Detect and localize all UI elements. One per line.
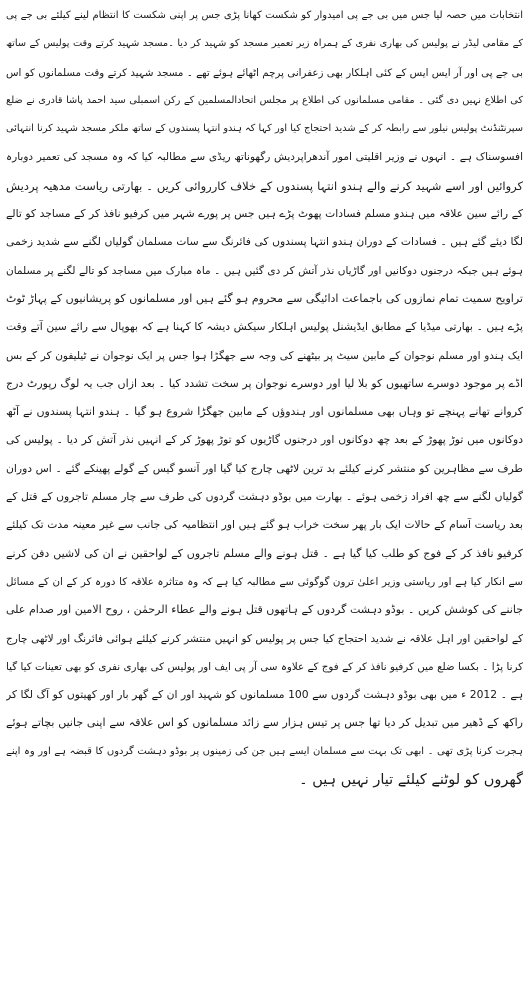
article-line: گولیاں لگنے سے چھ افراد زخمی ہوئے ۔ بھارت میں بوڈو دہشت گردوں کی طرف سے چار مسلم تاجروں کے قتل کے bbox=[6, 490, 523, 504]
article-line: اڈے پر موجود دوسرے ساتھیوں کو بلا لیا اور دوسرے نوجوان پر سخت تشدد کیا ۔ بعد ازاں جب یہ لوگ رپورٹ درج bbox=[6, 376, 523, 390]
article-line: انتخابات میں حصہ لیا جس میں بی جے پی امیدوار کو شکست کھانا پڑی جس پر اپنی شکست کا انتظام لینے کیلئے بی جے پی bbox=[6, 10, 523, 21]
article-line: لگا دیئے گئے ہیں ۔ فسادات کے دوران ہندو انتہا پسندوں کی فائرنگ سے سات مسلمان گولیاں لگنے سے شدید زخمی bbox=[6, 235, 523, 249]
article-line: کروانے تھانے پہنچے تو وہاں بھی مسلمانوں اور ہندوؤں کے مابین جھگڑا شروع ہو گیا ۔ ہندو انتہا پسندوں نے آٹھ bbox=[6, 405, 523, 419]
article-line: سپرنٹنڈنٹ پولیس نیلور سے رابطہ کر کے شدید احتجاج کیا اور کہا کہ ہندو انتہا پسندوں کے ساتھ ملکر مسجد شہید کرنا انتہائی bbox=[6, 123, 523, 135]
article-line: پڑے ہیں ۔ بھارتی میڈیا کے مطابق ایڈیشنل پولیس اہلکار سیکش دیشہ کا کہنا ہے کہ بھوپال سے رائے سین آتے وقت bbox=[6, 320, 523, 334]
article-line: کی اطلاع نہیں دی گئی ۔ مقامی مسلمانوں کی اطلاع پر مجلس اتحادالمسلمین کے رکن اسمبلی سید احمد پاشا قادری نے ضلع bbox=[6, 94, 523, 106]
article-line: کرنا پڑا ۔ بکسا ضلع میں کرفیو نافذ کر کے فوج کے علاوہ سی آر پی ایف اور پولیس کی بھاری نفری کو بھی تعینات کیا گیا bbox=[6, 660, 523, 673]
article-line: طرف سے مظاہرین کو منتشر کرنے کیلئے بد ترین لاٹھی چارج کیا گیا اور آنسو گیس کے گولے پھینکے گئے ۔ اس دوران bbox=[6, 461, 523, 475]
article-line-last: گھروں کو لوٹنے کیلئے تیار نہیں ہیں ۔ bbox=[299, 772, 523, 789]
article-line: بی جے پی اور آر ایس ایس کے کئی اہلکار بھی زعفرانی پرچم اٹھائے ہوئے تھے ۔ مسجد شہید کرتے وقت مسلمانوں کو اس bbox=[6, 66, 523, 79]
article-line: ہوئے ہیں جبکہ درجنوں دوکانیں اور گاڑیاں نذر آتش کر دی گئیں ہیں ۔ ماہ مبارک میں مساجد کو تالے لگنے پر مسلمان bbox=[6, 264, 523, 277]
article-line: ہجرت کرنا پڑی تھی ۔ ابھی تک بہت سے مسلمان ایسے ہیں جن کی زمینوں پر بوڈو دہشت گردوں کا قبضہ ہے اور وہ اپنے bbox=[6, 745, 523, 757]
article-line: کے لواحقین اور اہل علاقہ نے شدید احتجاج کیا جس پر پولیس کو انہیں منتشر کرنے کیلئے ہوائی فائرنگ اور لاٹھی چارج bbox=[6, 632, 523, 645]
article-line: ایک ہندو اور مسلم نوجوان کے مابین سیٹ پر بیٹھنے کی وجہ سے جھگڑا ہوا جس پر ایک نوجوان نے ٹیلیفون کر کے بس bbox=[6, 349, 523, 362]
article-line: راکھ کے ڈھیر میں تبدیل کر دیا تھا جس پر تیس ہزار سے زائد مسلمانوں کو اس علاقہ سے اپنی جانیں بچاتے ہوئے bbox=[6, 716, 523, 730]
article-line: افسوسناک ہے ۔ انہوں نے وزیر اقلیتی امور آندھراپردیش رگھوناتھ ریڈی سے مطالبہ کیا کہ وہ مسجد کی تعمیر دوبارہ bbox=[6, 151, 523, 164]
article-line: کرفیو نافذ کر کے فوج کو طلب کیا گیا ہے ۔ قتل ہونے والے مسلم تاجروں کے لواحقین نے ان کی لاشیں دفن کرنے bbox=[6, 546, 523, 560]
article-line: دوکانوں میں توڑ پھوڑ کے بعد چھ دوکانوں اور درجنوں گاڑیوں کو توڑ پھوڑ کر کے انہیں نذر آتش کر دیا ۔ پولیس کی bbox=[6, 433, 523, 447]
article-line: جاننے کی کوشش کریں ۔ بوڈو دہشت گردوں کے ہاتھوں قتل ہونے والے عطاء الرحمٰن ، روح الامین اور صدام علی bbox=[6, 603, 523, 617]
article-line: بعد ریاست آسام کے حالات ایک بار پھر سخت خراب ہو گئے ہیں اور انتظامیہ کی جانب سے غیر معینہ مدت تک کیلئے bbox=[6, 518, 523, 532]
article-line: تراویح سمیت تمام نمازوں کی باجماعت ادائیگی سے محروم ہو گئے ہیں اور مسلمانوں کو پریشانیوں کے پہاڑ ٹوٹ bbox=[6, 291, 523, 305]
article-line: کے مقامی لیڈر نے پولیس کی بھاری نفری کے ہمراہ زیر تعمیر مسجد کو شہید کر دیا ۔مسجد شہید کرتے وقت پولیس کے ساتھ bbox=[6, 38, 523, 50]
article-body bbox=[6, 2, 523, 794]
article-line: کے رائے سین علاقہ میں ہندو مسلم فسادات پھوٹ پڑے ہیں جس پر پورے شہر میں کرفیو نافذ کر کے مساجد کو تالے bbox=[6, 207, 523, 221]
article-line: ہے ۔ 2012 ء میں بھی بوڈو دہشت گردوں سے 100 مسلمانوں کو شہید اور ان کے گھر بار اور کھیتوں کو آگ لگا کر bbox=[6, 688, 523, 702]
article-line: سے انکار کیا ہے اور ریاستی وزیر اعلیٰ ترون گوگوئی سے مطالبہ کیا ہے کہ وہ متاثرہ علاقہ کا دورہ کر کے ان کے مسائل bbox=[6, 575, 523, 588]
article-line: کروائیں اور اسے شہید کرنے والے ہندو انتہا پسندوں کے خلاف کارروائی کریں ۔ بھارتی ریاست مدھیہ پردیش bbox=[6, 178, 523, 193]
